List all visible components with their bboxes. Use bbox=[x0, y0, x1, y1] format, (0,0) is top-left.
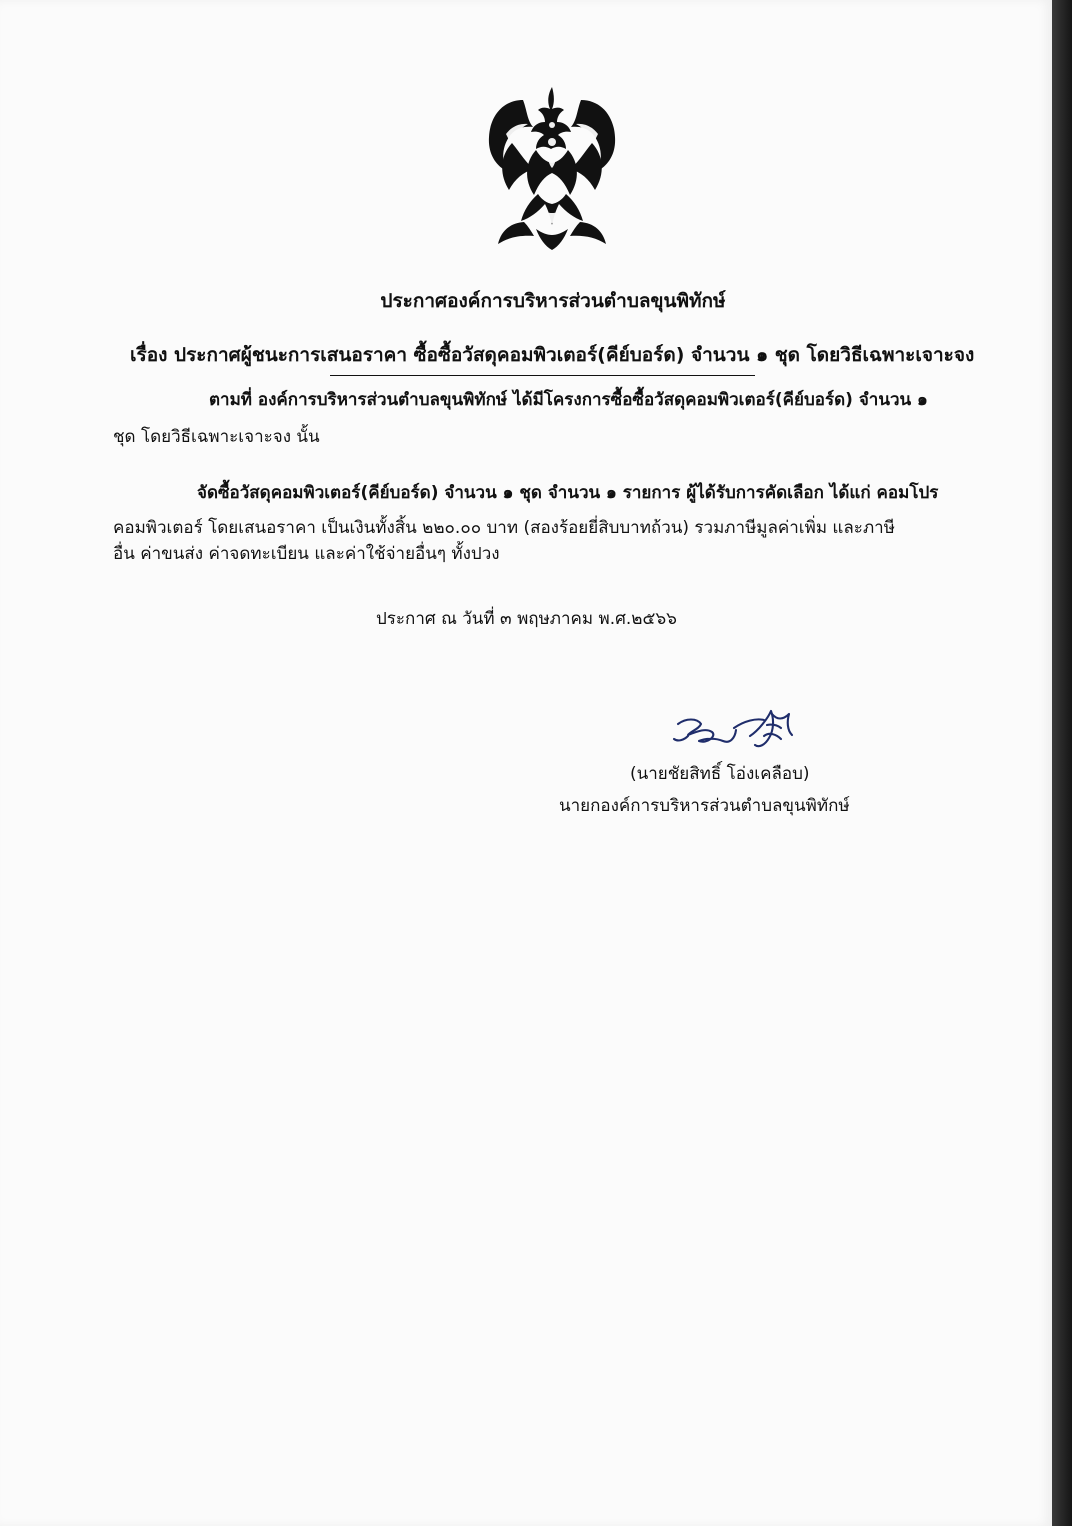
signer-position: นายกองค์การบริหารส่วนตำบลขุนพิทักษ์ bbox=[559, 796, 850, 816]
paragraph-project-line-2: ชุด โดยวิธีเฉพาะเจาะจง นั้น bbox=[113, 427, 320, 447]
garuda-emblem-icon bbox=[478, 82, 626, 252]
paragraph-winner-line-2: คอมพิวเตอร์ โดยเสนอราคา เป็นเงินทั้งสิ้น ๒๒๐.๐๐ บาท (สองร้อยยี่สิบบาทถ้วน) รวมภาษีมูลค่าเพิ่ม และภาษี bbox=[113, 518, 895, 538]
paragraph-winner-line-1: จัดซื้อวัสดุคอมพิวเตอร์(คีย์บอร์ด) จำนวน ๑ ชุด จำนวน ๑ รายการ ผู้ได้รับการคัดเลือก ได้แก่ คอมโปร bbox=[197, 483, 939, 503]
signer-name: (นายชัยสิทธิ์ โอ่งเคลือบ) bbox=[630, 764, 810, 784]
title-divider bbox=[330, 375, 755, 376]
paragraph-project-line-1: ตามที่ องค์การบริหารส่วนตำบลขุนพิทักษ์ ได้มีโครงการซื้อซื้อวัสดุคอมพิวเตอร์(คีย์บอร์ด) จำนวน ๑ bbox=[209, 390, 928, 410]
announcement-subject: เรื่อง ประกาศผู้ชนะการเสนอราคา ซื้อซื้อวัสดุคอมพิวเตอร์(คีย์บอร์ด) จำนวน ๑ ชุด โดยวิธีเฉพาะเจาะจง bbox=[130, 344, 975, 366]
announcement-title: ประกาศองค์การบริหารส่วนตำบลขุนพิทักษ์ bbox=[380, 290, 726, 312]
handwritten-signature-icon bbox=[668, 701, 800, 757]
paragraph-winner-line-3: อื่น ค่าขนส่ง ค่าจดทะเบียน และค่าใช้จ่ายอื่นๆ ทั้งปวง bbox=[113, 544, 500, 564]
page-shadow-edge bbox=[1052, 0, 1072, 1526]
announcement-date: ประกาศ ณ วันที่ ๓ พฤษภาคม พ.ศ.๒๕๖๖ bbox=[376, 609, 677, 629]
